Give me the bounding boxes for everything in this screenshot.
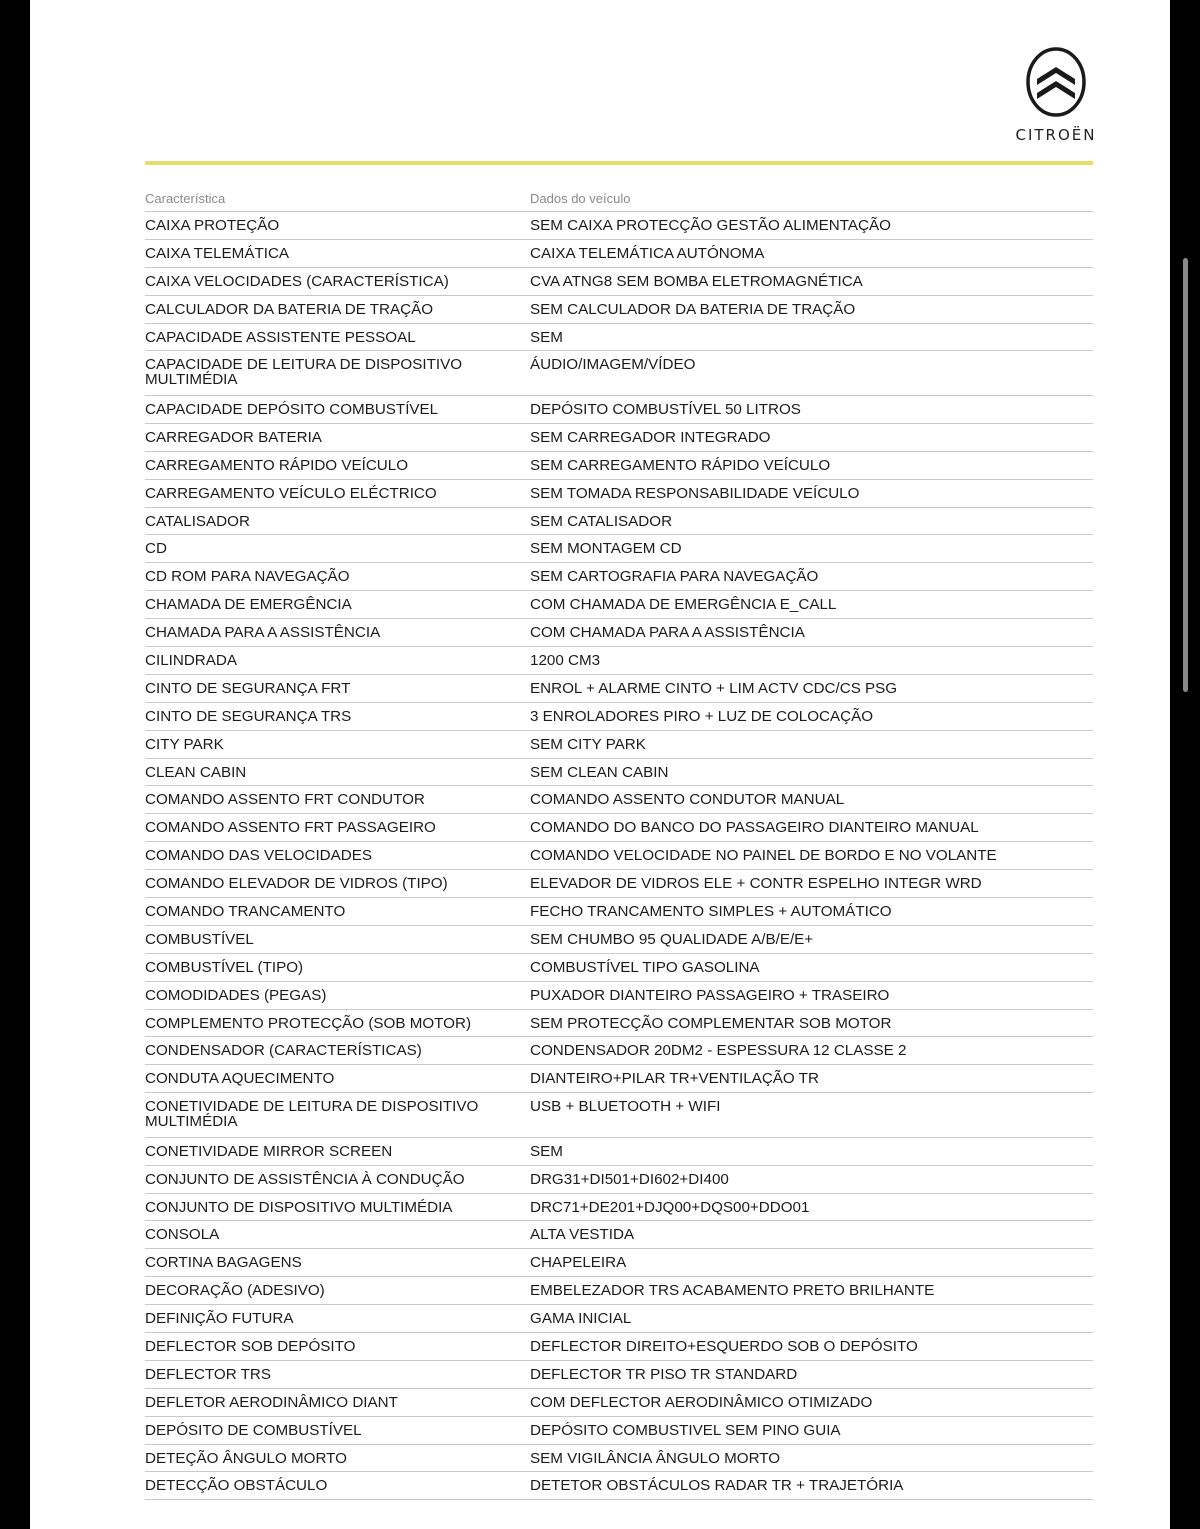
feature-cell: COMBUSTÍVEL (TIPO) [145, 958, 304, 976]
feature-cell: COMANDO ELEVADOR DE VIDROS (TIPO) [145, 875, 448, 893]
feature-cell: CARREGAMENTO VEÍCULO ELÉCTRICO [145, 484, 437, 502]
feature-cell: DEFLETOR AERODINÂMICO DIANT [145, 1393, 398, 1411]
vehicle-data-cell: SEM CALCULADOR DA BATERIA DE TRAÇÃO [530, 300, 856, 318]
feature-cell: CONSOLA [145, 1226, 220, 1244]
table-row [145, 619, 1093, 647]
table-row [145, 1249, 1093, 1277]
table-row [145, 268, 1093, 296]
table-row [145, 842, 1093, 870]
vehicle-data-cell: DETETOR OBSTÁCULOS RADAR TR + TRAJETÓRIA [530, 1477, 904, 1495]
feature-cell: CAPACIDADE DEPÓSITO COMBUSTÍVEL [145, 400, 439, 418]
feature-cell: CD ROM PARA NAVEGAÇÃO [145, 568, 350, 586]
table-row [145, 1389, 1093, 1417]
vehicle-data-cell: ALTA VESTIDA [530, 1226, 635, 1244]
table-row [145, 1472, 1093, 1500]
vehicle-data-cell: DEFLECTOR DIREITO+ESQUERDO SOB O DEPÓSITO [530, 1337, 918, 1355]
vehicle-data-cell: CONDENSADOR 20DM2 - ESPESSURA 12 CLASSE 2 [530, 1042, 907, 1060]
vehicle-data-cell: USB + BLUETOOTH + WIFI [530, 1098, 721, 1116]
vehicle-data-cell: 3 ENROLADORES PIRO + LUZ DE COLOCAÇÃO [530, 707, 874, 725]
feature-cell: CINTO DE SEGURANÇA TRS [145, 707, 352, 725]
table-row [145, 786, 1093, 814]
feature-cell: CHAMADA PARA A ASSISTÊNCIA [145, 624, 381, 642]
column-header-feature: Característica [145, 191, 226, 206]
feature-cell: DETECÇÃO OBSTÁCULO [145, 1477, 328, 1495]
citroen-chevrons-icon [1025, 46, 1087, 118]
feature-cell: CAIXA TELEMÁTICA [145, 244, 290, 262]
table-row [145, 731, 1093, 759]
table-row [145, 535, 1093, 563]
table-row [145, 1166, 1093, 1194]
feature-cell: CORTINA BAGAGENS [145, 1254, 302, 1272]
table-row [145, 591, 1093, 619]
feature-cell: CAPACIDADE DE LEITURA DE DISPOSITIVO MULTIMÉDIA [145, 356, 463, 389]
feature-cell: COMANDO TRANCAMENTO [145, 902, 346, 920]
feature-cell: CHAMADA DE EMERGÊNCIA [145, 596, 352, 614]
vehicle-data-cell: PUXADOR DIANTEIRO PASSAGEIRO + TRASEIRO [530, 986, 890, 1004]
vehicle-data-cell: COM CHAMADA DE EMERGÊNCIA E_CALL [530, 596, 837, 614]
scrollbar[interactable] [1183, 258, 1188, 692]
vehicle-data-cell: CVA ATNG8 SEM BOMBA ELETROMAGNÉTICA [530, 272, 863, 290]
table-row [145, 324, 1093, 352]
feature-cell: CONDENSADOR (CARACTERÍSTICAS) [145, 1042, 422, 1060]
vehicle-data-cell: DRC71+DE201+DJQ00+DQS00+DDO01 [530, 1198, 810, 1216]
vehicle-data-cell: DIANTEIRO+PILAR TR+VENTILAÇÃO TR [530, 1070, 819, 1088]
brand-wordmark: CITROËN [1015, 126, 1097, 144]
table-row [145, 647, 1093, 675]
vehicle-data-cell: GAMA INICIAL [530, 1310, 632, 1328]
feature-cell: COMBUSTÍVEL [145, 930, 254, 948]
feature-cell: CARREGAMENTO RÁPIDO VEÍCULO [145, 456, 409, 474]
feature-cell: CONDUTA AQUECIMENTO [145, 1070, 335, 1088]
table-row [145, 1333, 1093, 1361]
table-row [145, 703, 1093, 731]
table-row [145, 240, 1093, 268]
table-row [145, 675, 1093, 703]
vehicle-data-cell: SEM VIGILÂNCIA ÂNGULO MORTO [530, 1449, 781, 1467]
vehicle-data-cell: SEM CAIXA PROTECÇÃO GESTÃO ALIMENTAÇÃO [530, 217, 891, 234]
vehicle-data-cell: SEM CARREGAMENTO RÁPIDO VEÍCULO [530, 456, 831, 474]
table-row [145, 954, 1093, 982]
table-row [145, 926, 1093, 954]
table-row [145, 1361, 1093, 1389]
table-row [145, 759, 1093, 787]
spec-table [145, 186, 1093, 1500]
vehicle-data-cell: COM CHAMADA PARA A ASSISTÊNCIA [530, 624, 805, 642]
feature-cell: COMANDO DAS VELOCIDADES [145, 847, 373, 865]
feature-cell: CINTO DE SEGURANÇA FRT [145, 679, 351, 697]
vehicle-data-cell: COMANDO DO BANCO DO PASSAGEIRO DIANTEIRO MANUAL [530, 819, 979, 837]
table-row [145, 1010, 1093, 1038]
feature-cell: COMODIDADES (PEGAS) [145, 986, 327, 1004]
column-header-vehicle-data: Dados do veículo [530, 191, 631, 206]
feature-cell: CAIXA PROTEÇÃO [145, 217, 280, 234]
vehicle-data-cell: SEM MONTAGEM CD [530, 540, 682, 558]
feature-cell: CILINDRADA [145, 651, 237, 669]
table-row [145, 396, 1093, 424]
vehicle-data-cell: SEM [530, 1142, 563, 1160]
feature-cell: CLEAN CABIN [145, 763, 247, 781]
feature-cell: DEFINIÇÃO FUTURA [145, 1310, 294, 1328]
table-row [145, 1445, 1093, 1473]
table-row [145, 1277, 1093, 1305]
vehicle-data-cell: SEM CARTOGRAFIA PARA NAVEGAÇÃO [530, 568, 819, 586]
table-row [145, 870, 1093, 898]
table-row [145, 982, 1093, 1010]
vehicle-data-cell: COM DEFLECTOR AERODINÂMICO OTIMIZADO [530, 1393, 873, 1411]
table-row [145, 1093, 1093, 1138]
table-row [145, 351, 1093, 396]
table-row [145, 814, 1093, 842]
vehicle-data-cell: SEM CLEAN CABIN [530, 763, 669, 781]
table-row [145, 1065, 1093, 1093]
vehicle-data-cell: SEM CARREGADOR INTEGRADO [530, 428, 771, 446]
vehicle-data-cell: SEM CHUMBO 95 QUALIDADE A/B/E/E+ [530, 930, 814, 948]
vehicle-data-cell: SEM CITY PARK [530, 735, 646, 753]
vehicle-data-cell: CHAPELEIRA [530, 1254, 627, 1272]
vehicle-data-cell: COMBUSTÍVEL TIPO GASOLINA [530, 958, 760, 976]
feature-cell: CAPACIDADE ASSISTENTE PESSOAL [145, 328, 416, 346]
table-row [145, 1305, 1093, 1333]
vehicle-data-cell: DEPÓSITO COMBUSTIVEL SEM PINO GUIA [530, 1421, 841, 1439]
table-header-row [145, 186, 1093, 212]
feature-cell: CATALISADOR [145, 512, 250, 530]
vehicle-data-cell: FECHO TRANCAMENTO SIMPLES + AUTOMÁTICO [530, 902, 892, 920]
table-row [145, 424, 1093, 452]
table-row [145, 1138, 1093, 1166]
table-row [145, 296, 1093, 324]
feature-cell: CARREGADOR BATERIA [145, 428, 322, 446]
vehicle-data-cell: DRG31+DI501+DI602+DI400 [530, 1170, 729, 1188]
vehicle-data-cell: 1200 CM3 [530, 651, 601, 669]
feature-cell: CONJUNTO DE ASSISTÊNCIA À CONDUÇÃO [145, 1170, 465, 1188]
brand-logo [986, 46, 1126, 146]
feature-cell: CONJUNTO DE DISPOSITIVO MULTIMÉDIA [145, 1198, 453, 1216]
vehicle-data-cell: SEM TOMADA RESPONSABILIDADE VEÍCULO [530, 484, 860, 502]
feature-cell: CITY PARK [145, 735, 224, 753]
vehicle-data-cell: ÁUDIO/IMAGEM/VÍDEO [530, 356, 696, 374]
vehicle-data-cell: DEFLECTOR TR PISO TR STANDARD [530, 1365, 798, 1383]
feature-cell: DETEÇÃO ÂNGULO MORTO [145, 1449, 347, 1467]
vehicle-data-cell: SEM CATALISADOR [530, 512, 673, 530]
vehicle-data-cell: EMBELEZADOR TRS ACABAMENTO PRETO BRILHANTE [530, 1282, 935, 1300]
table-row [145, 898, 1093, 926]
header-divider [145, 161, 1093, 165]
feature-cell: DEFLECTOR SOB DEPÓSITO [145, 1337, 356, 1355]
table-row [145, 563, 1093, 591]
feature-cell: COMANDO ASSENTO FRT PASSAGEIRO [145, 819, 436, 837]
table-row [145, 1417, 1093, 1445]
feature-cell: CALCULADOR DA BATERIA DE TRAÇÃO [145, 300, 434, 318]
vehicle-data-cell: COMANDO ASSENTO CONDUTOR MANUAL [530, 791, 845, 809]
feature-cell: CONETIVIDADE MIRROR SCREEN [145, 1142, 393, 1160]
feature-cell: DEPÓSITO DE COMBUSTÍVEL [145, 1421, 362, 1439]
document-page [30, 0, 1170, 1529]
table-row [145, 1037, 1093, 1065]
vehicle-data-cell: CAIXA TELEMÁTICA AUTÓNOMA [530, 244, 765, 262]
vehicle-data-cell: ENROL + ALARME CINTO + LIM ACTV CDC/CS PSG [530, 679, 898, 697]
table-row [145, 480, 1093, 508]
table-row [145, 508, 1093, 536]
vehicle-data-cell: ELEVADOR DE VIDROS ELE + CONTR ESPELHO INTEGR WRD [530, 875, 982, 893]
vehicle-data-cell: SEM PROTECÇÃO COMPLEMENTAR SOB MOTOR [530, 1014, 892, 1032]
feature-cell: DEFLECTOR TRS [145, 1365, 272, 1383]
vehicle-data-cell: DEPÓSITO COMBUSTÍVEL 50 LITROS [530, 400, 801, 418]
table-row [145, 1221, 1093, 1249]
feature-cell: CONETIVIDADE DE LEITURA DE DISPOSITIVO MULTIMÉDIA [145, 1098, 479, 1131]
feature-cell: COMANDO ASSENTO FRT CONDUTOR [145, 791, 425, 809]
table-row [145, 452, 1093, 480]
feature-cell: CD [145, 540, 167, 558]
feature-cell: CAIXA VELOCIDADES (CARACTERÍSTICA) [145, 272, 449, 290]
table-row [145, 212, 1093, 240]
table-row [145, 1194, 1093, 1222]
feature-cell: COMPLEMENTO PROTECÇÃO (SOB MOTOR) [145, 1014, 471, 1032]
vehicle-data-cell: SEM [530, 328, 563, 346]
vehicle-data-cell: COMANDO VELOCIDADE NO PAINEL DE BORDO E NO VOLANTE [530, 847, 997, 865]
feature-cell: DECORAÇÃO (ADESIVO) [145, 1282, 325, 1300]
